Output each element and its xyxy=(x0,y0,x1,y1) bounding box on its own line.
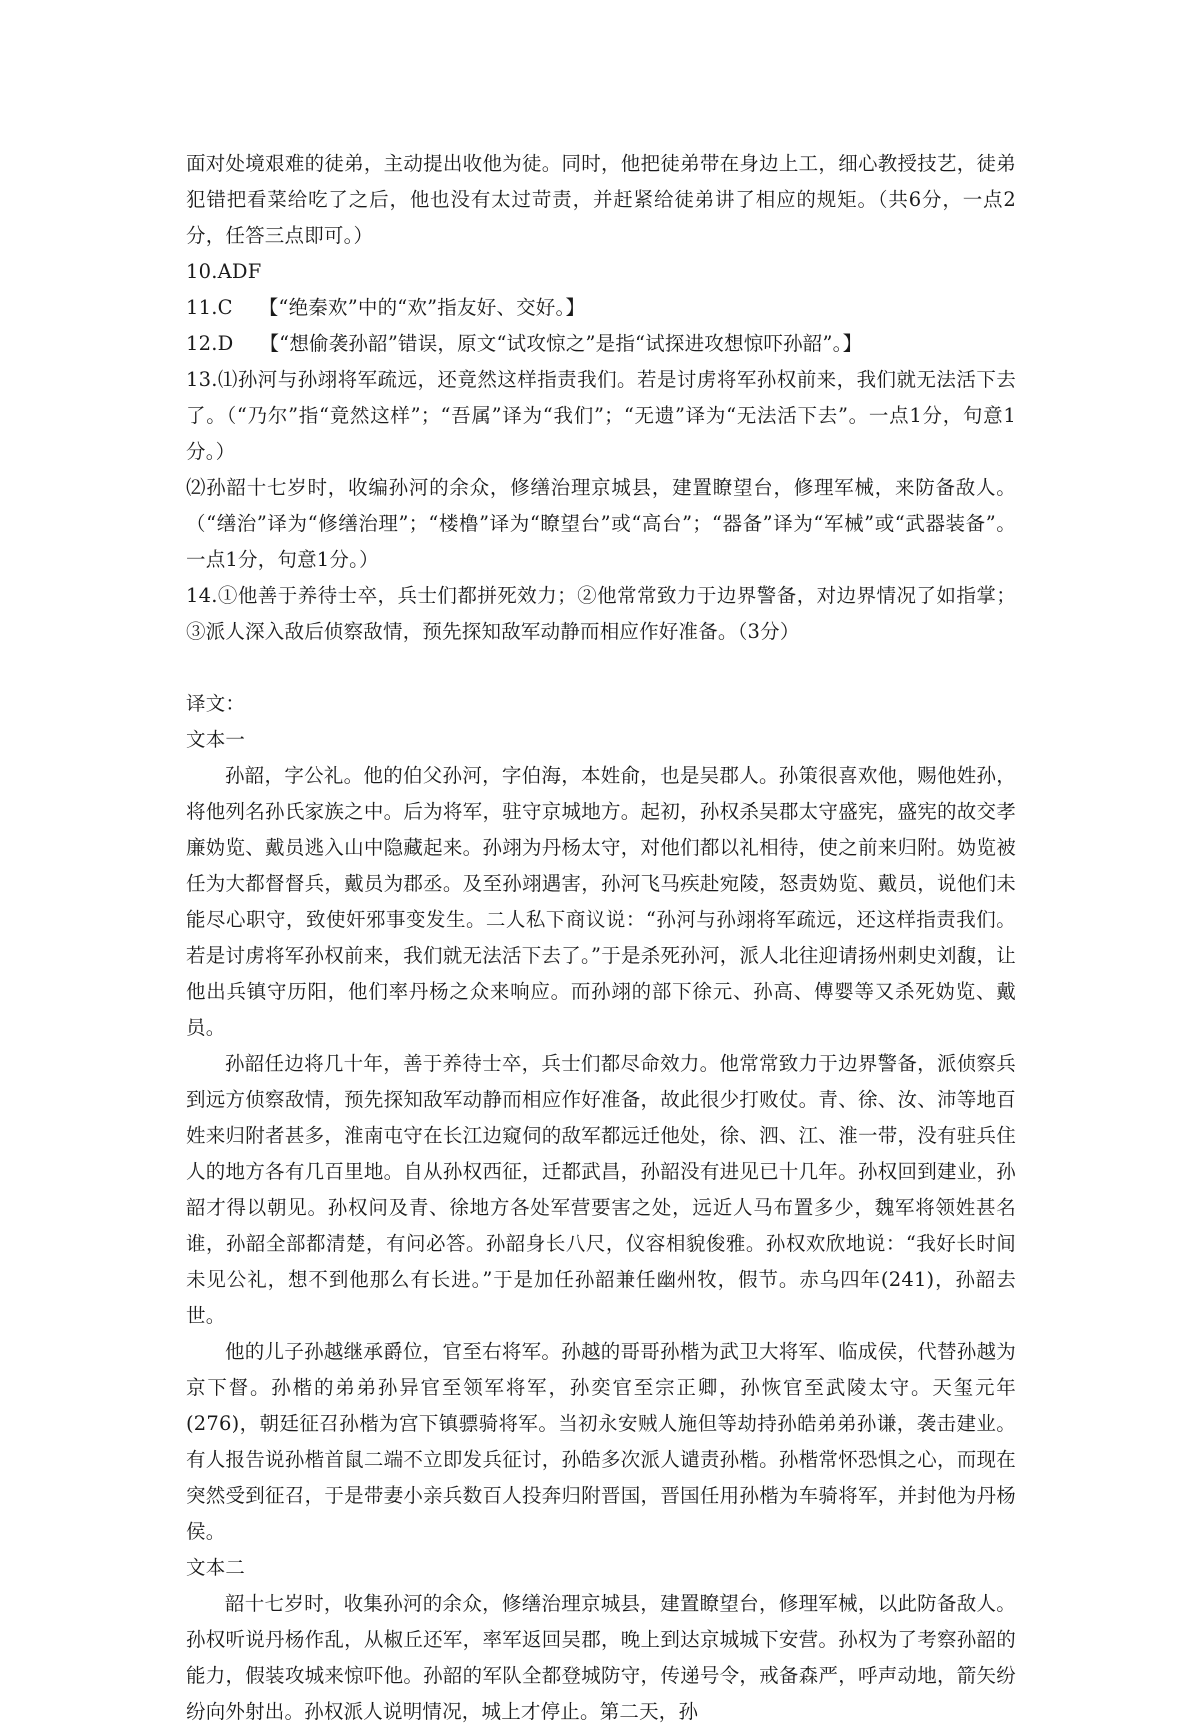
section-spacer xyxy=(186,650,1016,686)
answer-q12-note: 【“想偷袭孙韶”错误，原文“试攻惊之”是指“试探进攻想惊吓孙韶”。】 xyxy=(259,332,863,355)
answer-q9-tail: 面对处境艰难的徒弟，主动提出收他为徒。同时，他把徒弟带在身边上工，细心教授技艺，徒弟犯错把看菜给吃了之后，他也没有太过苛责，并赶紧给徒弟讲了相应的规矩。（共6分，一点2分，任答三点即可。） xyxy=(186,152,1016,247)
answer-q11-note: 【“绝秦欢”中的“欢”指友好、交好。】 xyxy=(258,296,586,319)
document-page xyxy=(186,146,1016,1730)
translation-heading: 译文： xyxy=(186,692,246,715)
answer-q11-number: 11.C xyxy=(186,296,233,319)
text1-paragraph: 孙韶任边将几十年，善于养待士卒，兵士们都尽命效力。他常常致力于边界警备，派侦察兵到远方侦察敌情，预先探知敌军动静而相应作好准备，故此很少打败仗。青、徐、汝、沛等地百姓来归附者甚多，淮南屯守在长江边窥伺的敌军都远迁他处，徐、泗、江、淮一带，没有驻兵住人的地方各有几百里地。自从孙权西征，迁都武昌，孙韶没有进见已十几年。孙权回到建业，孙韶才得以朝见。孙权问及青、徐地方各处军营要害之处，远近人马布置多少，魏军将领姓甚名谁，孙韶全部都清楚，有问必答。孙韶身长八尺，仪容相貌俊雅。孙权欢欣地说：“我好长时间未见公礼，想不到他那么有长进。”于是加任孙韶兼任幽州牧，假节。赤乌四年(241)，孙韶去世。 xyxy=(186,1052,1016,1327)
text1-paragraph: 他的儿子孙越继承爵位，官至右将军。孙越的哥哥孙楷为武卫大将军、临成侯，代替孙越为京下督。孙楷的弟弟孙异官至领军将军，孙奕官至宗正卿，孙恢官至武陵太守。天玺元年(276)，朝廷征召孙楷为宫下镇骠骑将军。当初永安贼人施但等劫持孙皓弟弟孙谦，袭击建业。有人报告说孙楷首鼠二端不立即发兵征讨，孙皓多次派人谴责孙楷。孙楷常怀恐惧之心，而现在突然受到征召，于是带妻小亲兵数百人投奔归附晋国，晋国任用孙楷为车骑将军，并封他为丹杨侯。 xyxy=(186,1340,1016,1543)
answer-q14: 14.①他善于养待士卒，兵士们都拼死效力；②他常常致力于边界警备，对边界情况了如指掌；③派人深入敌后侦察敌情，预先探知敌军动静而相应作好准备。（3分） xyxy=(186,584,1016,643)
answer-q12 xyxy=(186,326,1016,362)
answer-q11 xyxy=(186,290,1016,326)
answer-q12-number: 12.D xyxy=(186,332,234,355)
text1-paragraph: 孙韶，字公礼。他的伯父孙河，字伯海，本姓俞，也是吴郡人。孙策很喜欢他，赐他姓孙，将他列名孙氏家族之中。后为将军，驻守京城地方。起初，孙权杀吴郡太守盛宪，盛宪的故交孝廉妫览、戴员逃入山中隐藏起来。孙翊为丹杨太守，对他们都以礼相待，使之前来归附。妫览被任为大都督督兵，戴员为郡丞。及至孙翊遇害，孙河飞马疾赴宛陵，怒责妫览、戴员，说他们未能尽心职守，致使奸邪事变发生。二人私下商议说：“孙河与孙翊将军疏远，还这样指责我们。若是讨虏将军孙权前来，我们就无法活下去了。”于是杀死孙河，派人北往迎请扬州刺史刘馥，让他出兵镇守历阳，他们率丹杨之众来响应。而孙翊的部下徐元、孙高、傅婴等又杀死妫览、戴员。 xyxy=(186,764,1016,1039)
text2-paragraph: 韶十七岁时，收集孙河的余众，修缮治理京城县，建置瞭望台，修理军械，以此防备敌人。孙权听说丹杨作乱，从椒丘还军，率军返回吴郡，晚上到达京城城下安营。孙权为了考察孙韶的能力，假装攻城来惊吓他。孙韶的军队全都登城防守，传递号令，戒备森严，呼声动地，箭矢纷纷向外射出。孙权派人说明情况，城上才停止。第二天，孙 xyxy=(186,1592,1016,1723)
answer-q13-part1: 13.⑴孙河与孙翊将军疏远，还竟然这样指责我们。若是讨虏将军孙权前来，我们就无法活下去了。（“乃尔”指“竟然这样”；“吾属”译为“我们”；“无遗”译为“无法活下去”。一点1分，句意1分。） xyxy=(186,368,1016,463)
text2-heading: 文本二 xyxy=(186,1556,246,1579)
answer-q13-part2: ⑵孙韶十七岁时，收编孙河的余众，修缮治理京城县，建置瞭望台，修理军械，来防备敌人。（“缮治”译为“修缮治理”；“楼橹”译为“瞭望台”或“高台”；“器备”译为“军械”或“武器装备”。一点1分，句意1分。） xyxy=(186,476,1016,571)
text1-heading: 文本一 xyxy=(186,728,246,751)
answer-q10: 10.ADF xyxy=(186,260,262,283)
